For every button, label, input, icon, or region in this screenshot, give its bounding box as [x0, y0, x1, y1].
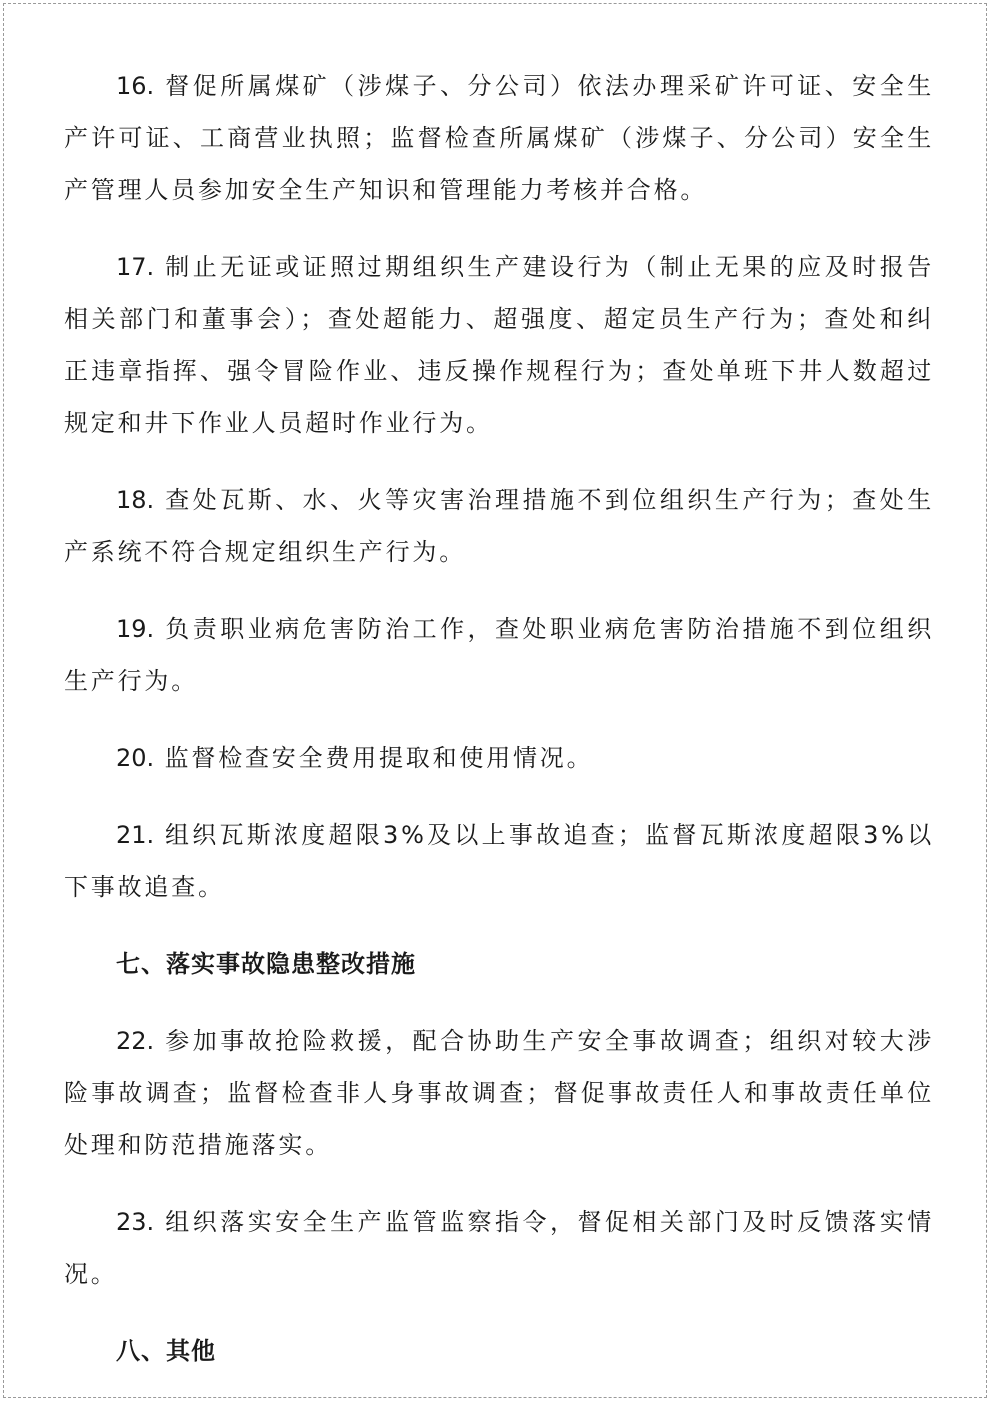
clause-number: 16.	[116, 72, 155, 100]
clause-text: 组织瓦斯浓度超限3%及以上事故追查；监督瓦斯浓度超限3%以下事故追查。	[64, 821, 934, 901]
clause-23	[64, 1196, 934, 1300]
section-heading-8: 八、其他	[116, 1337, 216, 1365]
clause-number: 23.	[116, 1208, 155, 1236]
clause-number: 22.	[116, 1027, 155, 1055]
document-page	[3, 3, 987, 1398]
clause-text: 督促所属煤矿（涉煤子、分公司）依法办理采矿许可证、安全生产许可证、工商营业执照；监督检查所属煤矿（涉煤子、分公司）安全生产管理人员参加安全生产知识和管理能力考核并合格。	[64, 72, 934, 204]
clause-17	[64, 241, 934, 449]
clause-20	[64, 732, 934, 784]
clause-number: 18.	[116, 486, 155, 514]
clause-22	[64, 1015, 934, 1171]
clause-18	[64, 474, 934, 578]
clause-text: 查处瓦斯、水、火等灾害治理措施不到位组织生产行为；查处生产系统不符合规定组织生产行为。	[64, 486, 934, 566]
clause-21	[64, 809, 934, 913]
clause-number: 17.	[116, 253, 155, 281]
clause-number: 19.	[116, 615, 155, 643]
document-body	[64, 60, 934, 1402]
clause-number: 21.	[116, 821, 155, 849]
clause-number: 20.	[116, 744, 155, 772]
clause-text: 参加事故抢险救援，配合协助生产安全事故调查；组织对较大涉险事故调查；监督检查非人身事故调查；督促事故责任人和事故责任单位处理和防范措施落实。	[64, 1027, 934, 1159]
clause-text: 制止无证或证照过期组织生产建设行为（制止无果的应及时报告相关部门和董事会）；查处超能力、超强度、超定员生产行为；查处和纠正违章指挥、强令冒险作业、违反操作规程行为；查处单班下井人数超过规定和井下作业人员超时作业行为。	[64, 253, 934, 437]
clause-text: 监督检查安全费用提取和使用情况。	[154, 744, 594, 772]
section-heading-7: 七、落实事故隐患整改措施	[116, 950, 416, 978]
clause-16	[64, 60, 934, 216]
clause-19	[64, 603, 934, 707]
clause-text: 组织落实安全生产监管监察指令，督促相关部门及时反馈落实情况。	[64, 1208, 934, 1288]
clause-text: 负责职业病危害防治工作，查处职业病危害防治措施不到位组织生产行为。	[64, 615, 934, 695]
